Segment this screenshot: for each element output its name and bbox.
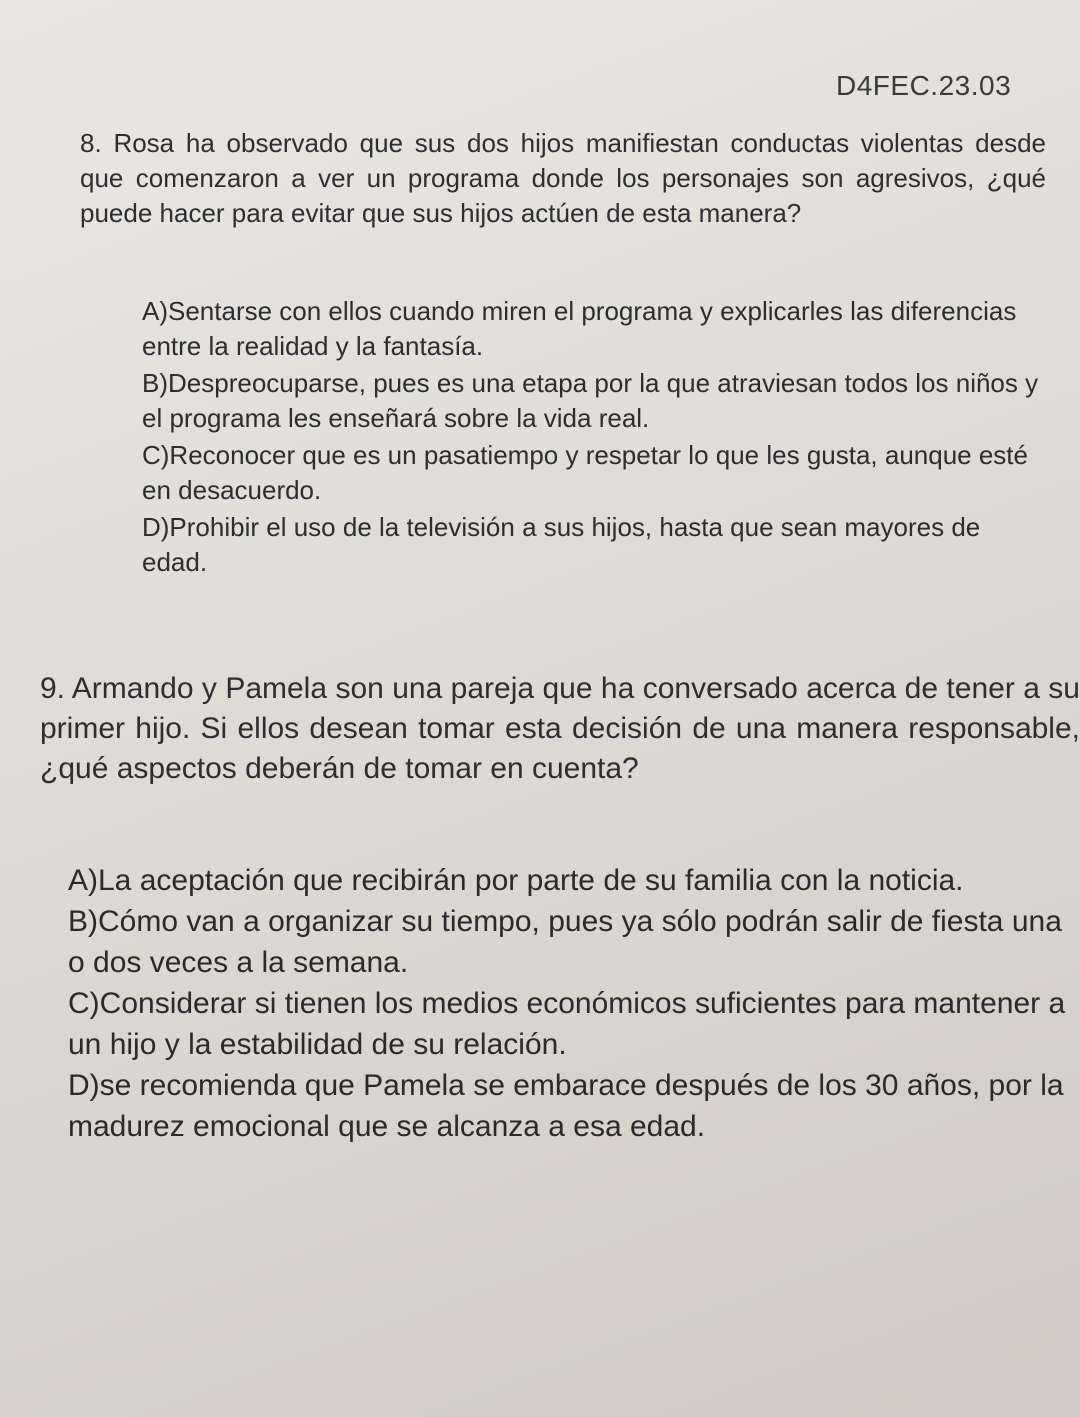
question-9-option-a[interactable]: A)La aceptación que recibirán por parte de su familia con la noticia. [68,864,964,897]
question-9 [40,669,1080,789]
question-8-number: 8. [80,128,102,158]
question-9-option-c[interactable]: C)Considerar si tienen los medios económicos suficientes para mantener a un hijo y la estabilidad de su relación. [68,987,1066,1061]
document-code: D4FEC.23.03 [836,70,1012,101]
question-9-option-d[interactable]: D)se recomienda que Pamela se embarace después de los 30 años, por la madurez emocional que se alcanza a esa edad. [68,1069,1064,1143]
question-9-number: 9. [40,672,66,705]
question-9-option-b[interactable]: B)Cómo van a organizar su tiempo, pues ya sólo podrán salir de fiesta una o dos veces a la semana. [68,905,1062,979]
question-8-option-d[interactable]: D)Prohibir el uso de la televisión a sus hijos, hasta que sean mayores de edad. [142,512,981,577]
question-8-text: Rosa ha observado que sus dos hijos manifiestan conductas violentas desde que comenzaron a ver un programa donde los personajes son agresivos, ¿qué puede hacer para evitar que sus hijos actúen de esta manera? [80,128,1046,228]
question-8-options [142,294,1042,582]
question-9-text: Armando y Pamela son una pareja que ha conversado acerca de tener a su primer hijo. Si ellos desean tomar esta decisión de una manera responsable, ¿qué aspectos deberán de tomar en cuenta? [40,672,1080,785]
question-9-options [68,860,1080,1147]
question-8-option-c[interactable]: C)Reconocer que es un pasatiempo y respetar lo que les gusta, aunque esté en desacuerdo. [142,440,1028,505]
question-8-option-a[interactable]: A)Sentarse con ellos cuando miren el programa y explicarles las diferencias entre la realidad y la fantasía. [142,296,1017,361]
question-8 [80,126,1046,231]
question-8-option-b[interactable]: B)Despreocuparse, pues es una etapa por la que atraviesan todos los niños y el programa les enseñará sobre la vida real. [142,368,1039,433]
